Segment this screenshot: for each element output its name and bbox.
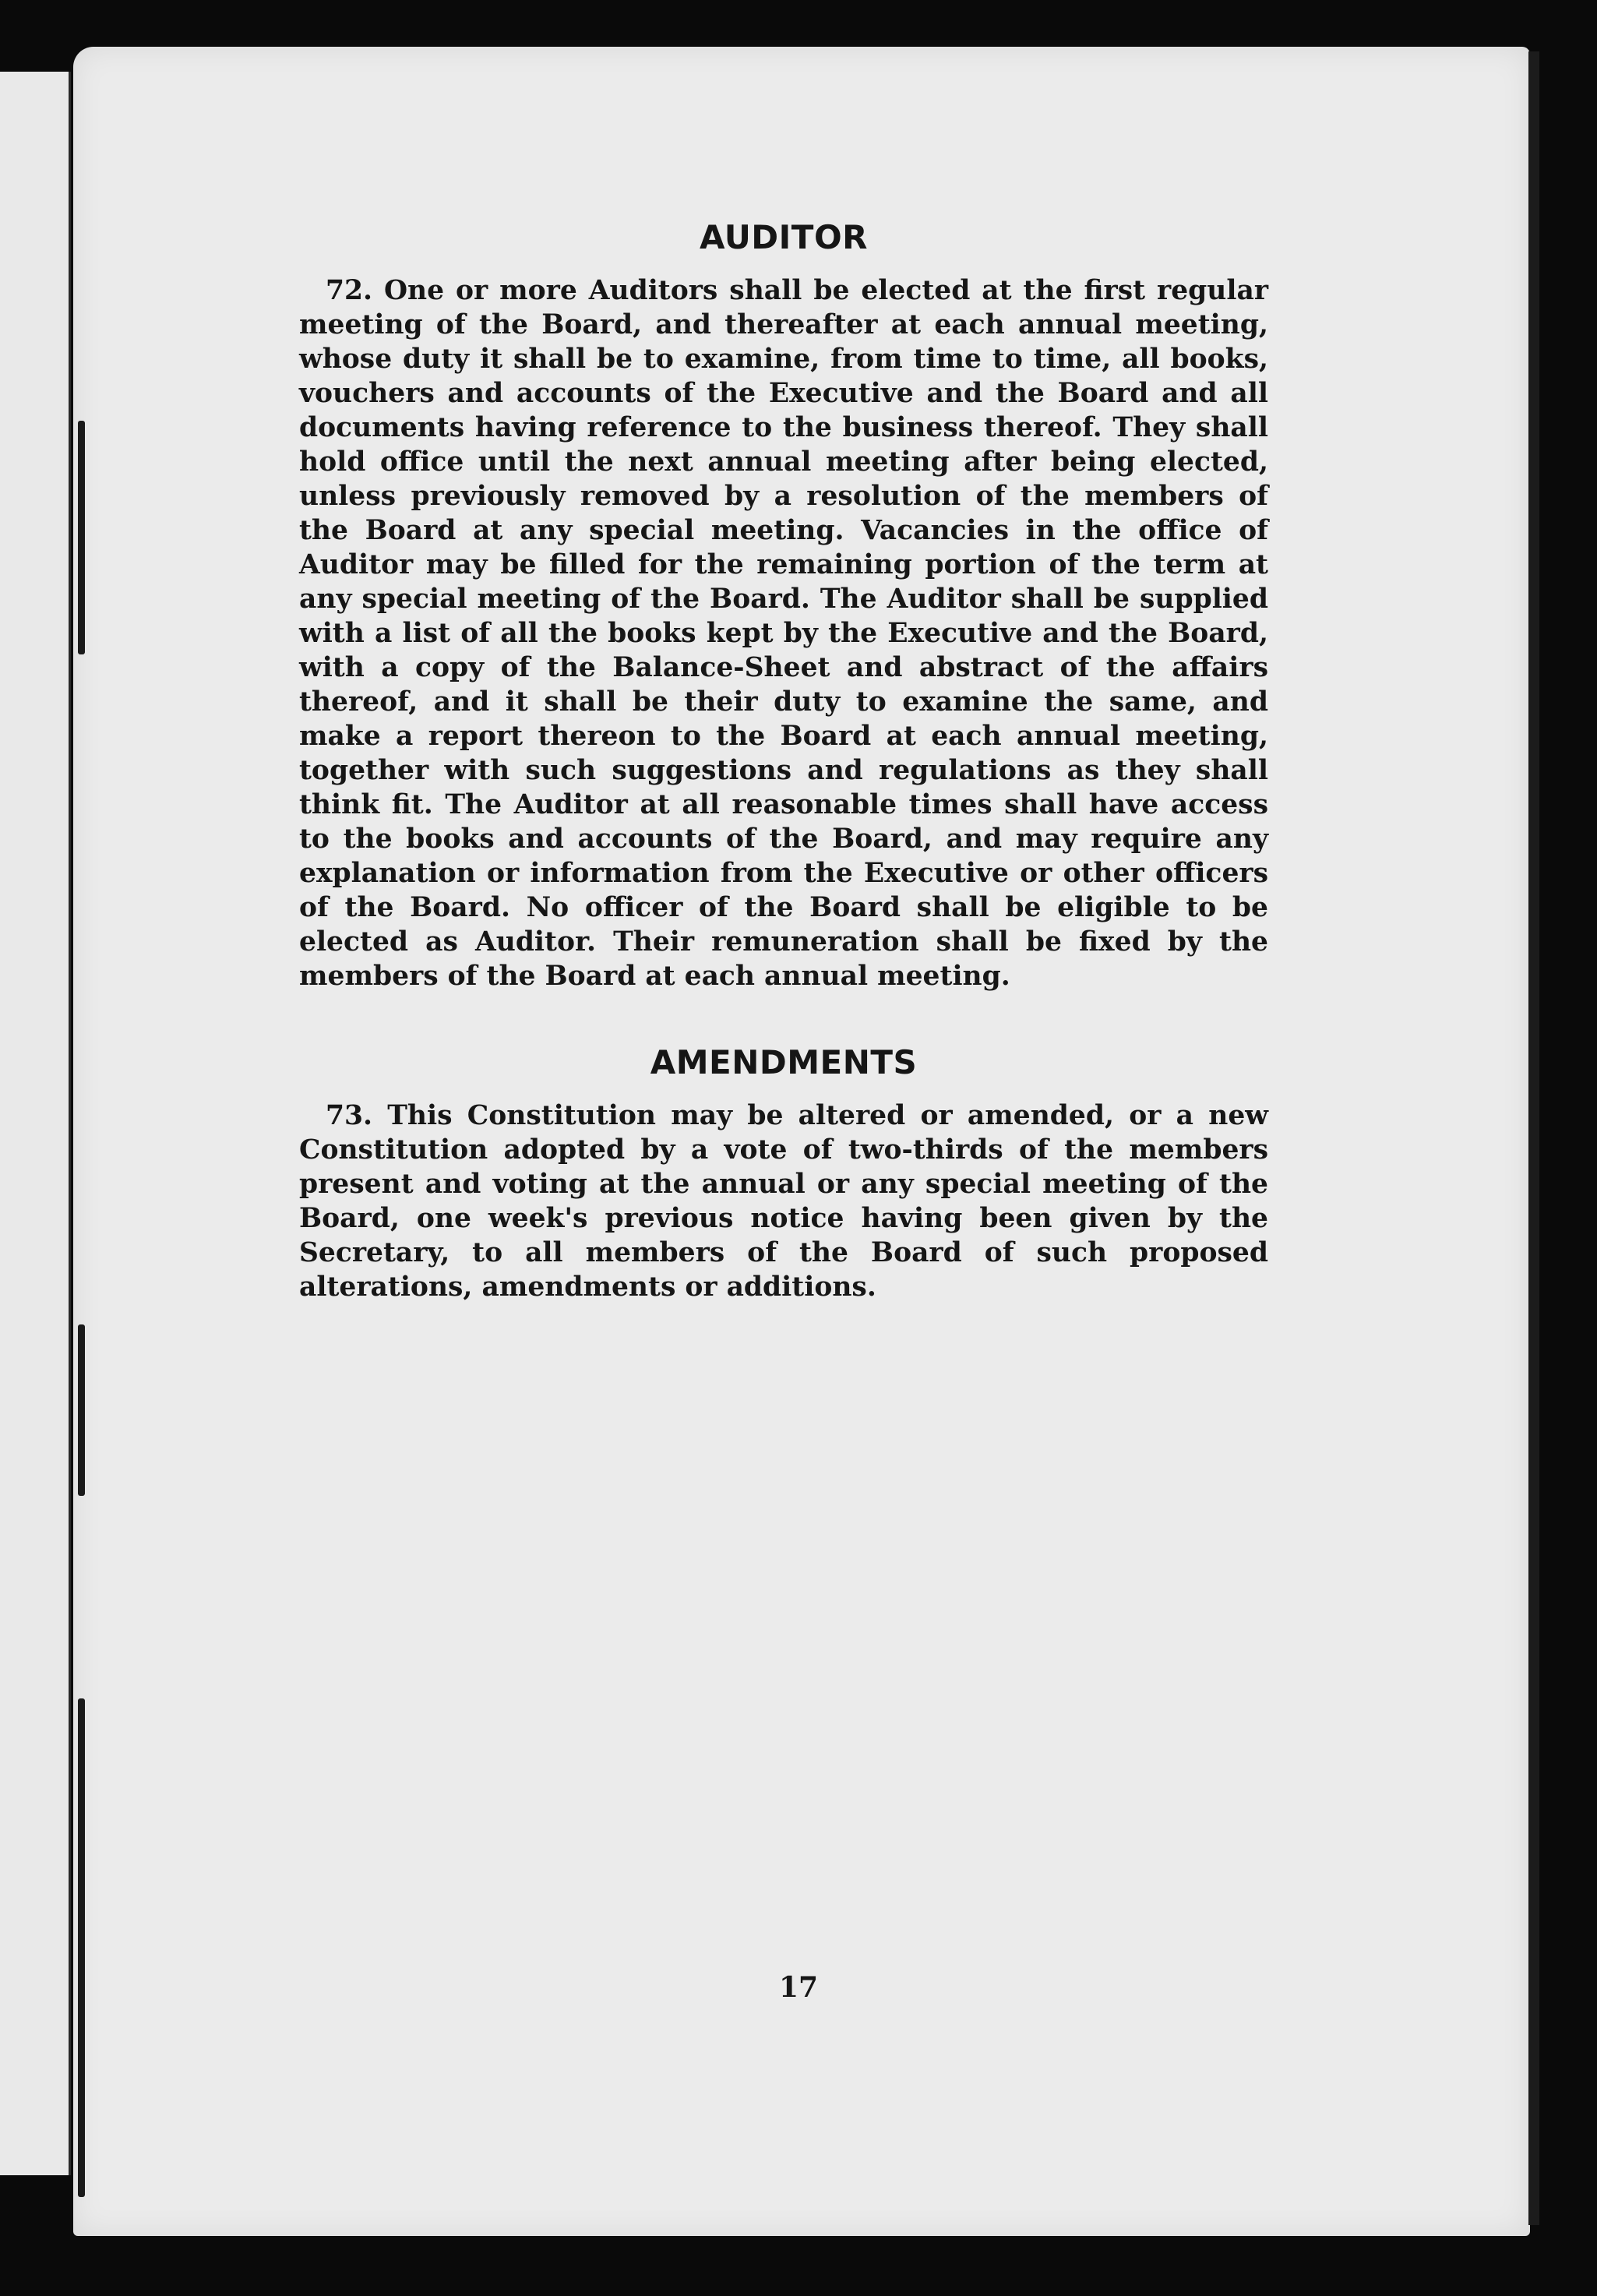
facing-page-edge [0,72,71,2175]
binding-mark [78,1698,85,2197]
section-gap [299,993,1268,1043]
section-heading-auditor: AUDITOR [699,218,868,256]
section-heading-amendments: AMENDMENTS [650,1043,918,1081]
section-paragraph-amendments: 73. This Constitution may be altered or amended, or a new Constitution adopted by a vote of two-thirds of the members present and voting at the annual or any special meeting of the Board, one week's previous notice having been given by the Secretary, to all members of the Board of such proposed alterations, amendments or additions. [299,1100,1268,1303]
binding-mark [78,1324,85,1496]
binding-mark [78,421,85,654]
section-paragraph-auditor: 72. One or more Auditors shall be elected at the first regular meeting of the Board, and thereafter at each annual meeting, whose duty it shall be to examine, from time to time, all books, vouchers and accounts of the Executive and the Board and all documents having reference to the business thereof. They shall hold office until the next annual meeting after being elected, unless previously removed by a resolution of the members of the Board at any special meeting. Vacancies in the office of Auditor may be filled for the remaining portion of the term at any special meeting of the Board. The Auditor shall be supplied with a list of all the books kept by the Executive and the Board, with a copy of the Balance-Sheet and abstract of the affairs thereof, and it shall be their duty to examine the same, and make a report thereon to the Board at each annual meeting, together with such suggestions and regulations as they shall think fit. The Auditor at all reasonable times shall have access to the books and accounts of the Board, and may require any explanation or information from the Executive or other officers of the Board. No officer of the Board shall be eligible to be elected as Auditor. Their remuneration shall be fixed by the members of the Board at each annual meeting. [299,275,1268,992]
page-content [299,218,1268,1304]
page-right-edge [1528,51,1539,2225]
page-number: 17 [778,1971,819,2004]
